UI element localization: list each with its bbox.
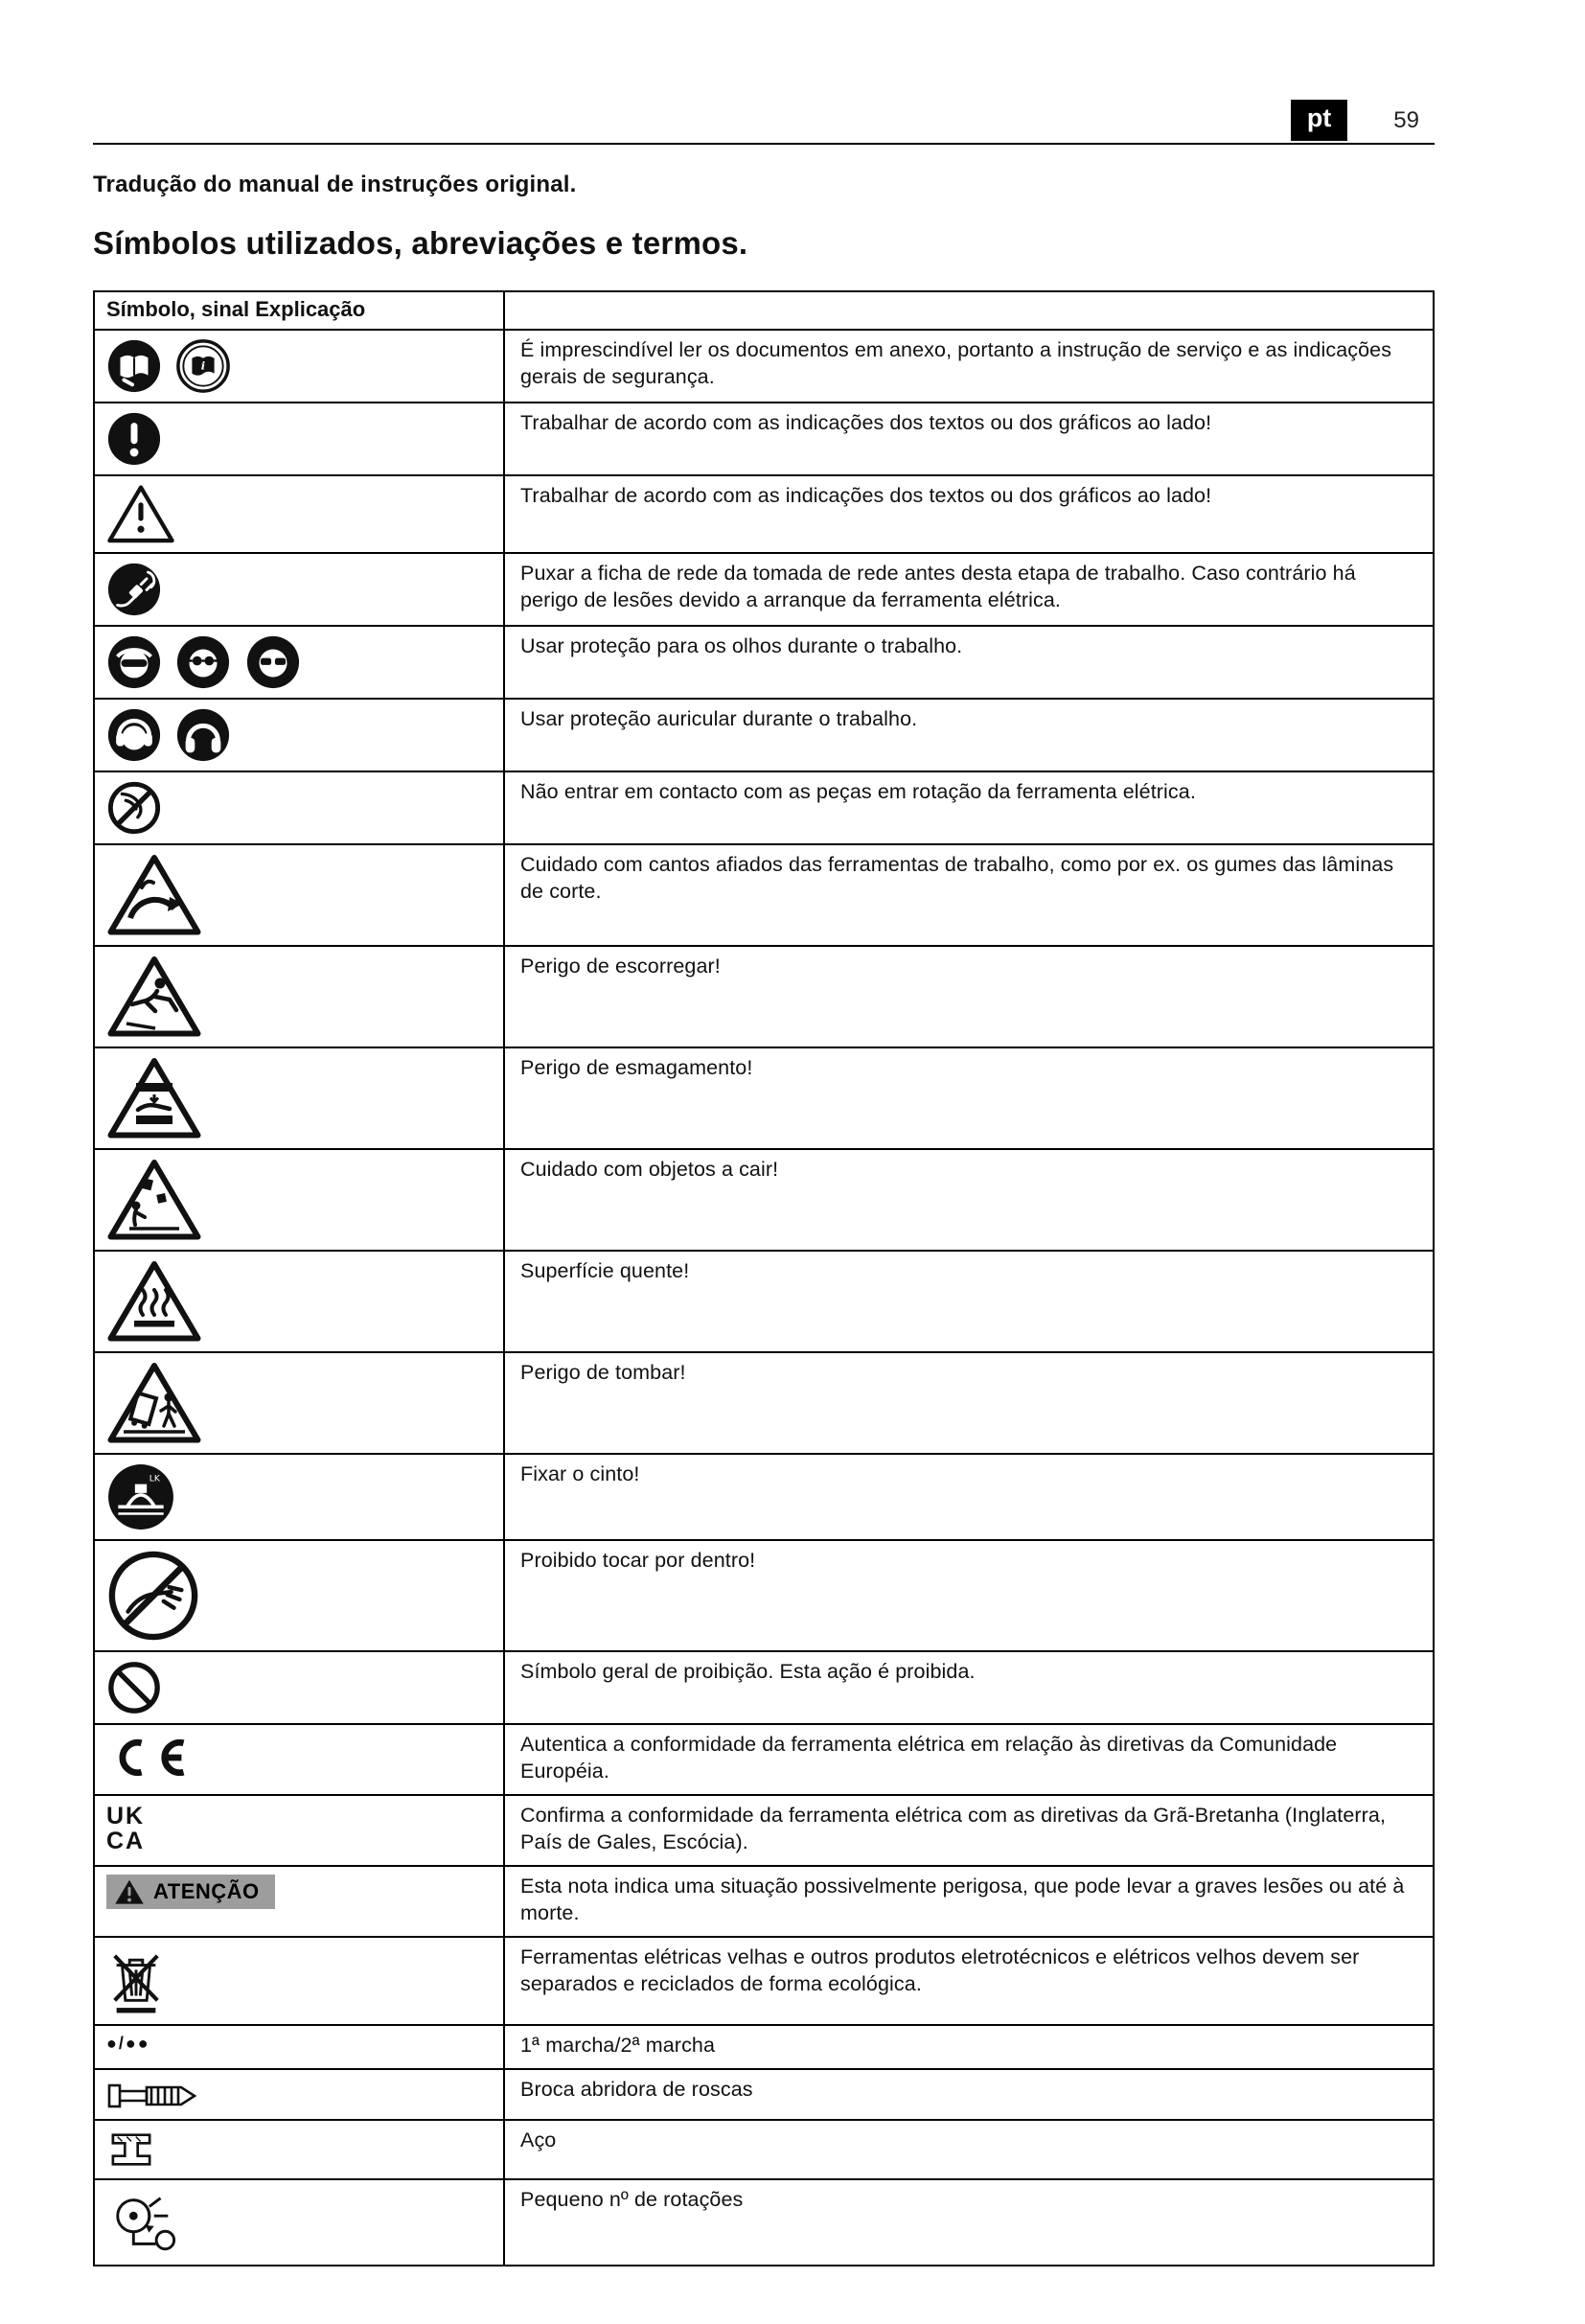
symbol-explanation: Cuidado com cantos afiados das ferramentas de trabalho, como por ex. os gumes das lâminas de corte. [504,844,1434,946]
symbol-explanation: Superfície quente! [504,1251,1434,1352]
symbol-explanation: Esta nota indica uma situação possivelmente perigosa, que pode levar a graves lesões ou até à morte. [504,1866,1434,1937]
face-shield-icon [106,634,162,690]
attention-badge [106,1875,275,1909]
symbol-row [94,1149,1434,1251]
fix-belt-icon [106,1462,175,1531]
symbol-explanation: Perigo de tombar! [504,1352,1434,1454]
symbol-explanation: Usar proteção auricular durante o trabalho. [504,699,1434,771]
ukca-mark [106,1804,492,1854]
svg-text:i: i [201,358,206,373]
sharp-edge-triangle-cell [94,844,504,946]
sharp-edge-warning-icon [106,853,202,937]
symbol-explanation: Proibido tocar por dentro! [504,1540,1434,1651]
no-reach-inside-icon [106,1549,200,1643]
symbol-row [94,1795,1434,1866]
symbol-row [94,330,1434,403]
symbol-row [94,403,1434,475]
hot-surface-triangle-cell [94,1251,504,1352]
symbol-row [94,1454,1434,1540]
symbol-row [94,1937,1434,2025]
steel-cell [94,2120,504,2179]
symbol-explanation: Autentica a conformidade da ferramenta elétrica em relação às diretivas da Comunidade Européia. [504,1724,1434,1795]
symbol-explanation: Perigo de esmagamento! [504,1047,1434,1149]
symbol-explanation: Símbolo geral de proibição. Esta ação é proibida. [504,1651,1434,1724]
unplug-cell [94,553,504,626]
symbol-explanation: Trabalhar de acordo com as indicações dos textos ou dos gráficos ao lado! [504,403,1434,475]
symbol-row [94,1047,1434,1149]
symbol-explanation: Broca abridora de roscas [504,2069,1434,2120]
symbol-explanation: É imprescindível ler os documentos em anexo, portanto a instrução de serviço e as indicações gerais de segurança. [504,330,1434,403]
table-header-row [94,291,1434,330]
falling-objects-icon [106,1158,202,1242]
symbol-explanation: Trabalhar de acordo com as indicações dos textos ou dos gráficos ao lado! [504,475,1434,553]
language-badge: pt [1291,100,1347,141]
table-header-label: Símbolo, sinal Explicação [94,291,504,330]
earmuffs-icon [106,707,162,763]
symbols-table [93,290,1435,2266]
attention-triangle-icon [114,1878,145,1905]
unplug-icon [106,562,162,617]
thread-tap-icon [106,2081,202,2111]
info-circle-cell [94,403,504,475]
tip-over-hazard-icon [106,1361,202,1445]
page-header [93,100,1435,141]
steel-profile-icon [106,2128,156,2171]
ukca-line-ca: CA [106,1828,146,1855]
falling-objects-triangle-cell [94,1149,504,1251]
header-rule [93,143,1435,145]
ce-mark-cell [94,1724,504,1795]
symbol-explanation: Fixar o cinto! [504,1454,1434,1540]
symbol-explanation: Pequeno nº de rotações [504,2179,1434,2266]
ear-protection-icon [175,707,231,763]
no-reach-inside-cell [94,1540,504,1651]
symbol-row [94,844,1434,946]
symbol-row [94,2025,1434,2069]
crush-hazard-icon [106,1056,202,1140]
thread-tap-cell [94,2069,504,2120]
prohibition-cell [94,1651,504,1724]
no-touch-rotating-icon [106,780,162,836]
symbol-explanation: Perigo de escorregar! [504,946,1434,1047]
tip-over-triangle-cell [94,1352,504,1454]
eye-protection-cell [94,626,504,699]
attention-badge-cell [94,1866,504,1937]
fix-belt-cell [94,1454,504,1540]
weee-bin-icon [106,1945,166,2016]
symbol-row [94,475,1434,553]
symbol-row [94,1651,1434,1724]
symbol-row [94,2120,1434,2179]
weee-bin-cell [94,1937,504,2025]
gear-dots-cell [94,2025,504,2069]
symbol-explanation: Puxar a ficha de rede da tomada de rede antes desta etapa de trabalho. Caso contrário há perigo de lesões devido a arranque da ferramenta elétrica. [504,553,1434,626]
gear-speed-glyph: ●/●● [106,2033,150,2053]
symbol-row [94,946,1434,1047]
symbol-row [94,2179,1434,2266]
document-subtitle: Tradução do manual de instruções original. [93,172,577,197]
symbol-explanation: Ferramentas elétricas velhas e outros produtos eletrotécnicos e elétricos velhos devem ser separados e reciclados de forma ecológica. [504,1937,1434,2025]
read-documents-cell [94,330,504,403]
symbol-row [94,1251,1434,1352]
mandatory-note-icon [106,411,162,467]
safety-glasses-icon [245,634,301,690]
symbol-row [94,2069,1434,2120]
symbol-explanation: Cuidado com objetos a cair! [504,1149,1434,1251]
goggles-icon [175,634,231,690]
ukca-line-uk: UK [106,1802,146,1829]
symbol-explanation: Não entrar em contacto com as peças em rotação da ferramenta elétrica. [504,771,1434,844]
symbol-row [94,771,1434,844]
ukca-mark-cell [94,1795,504,1866]
symbol-explanation: Confirma a conformidade da ferramenta elétrica com as diretivas da Grã-Bretanha (Inglaterra, País de Gales, Escócia). [504,1795,1434,1866]
crush-hazard-triangle-cell [94,1047,504,1149]
symbol-row [94,1540,1434,1651]
low-speed-icon [106,2188,181,2257]
symbol-row [94,699,1434,771]
slip-hazard-triangle-cell [94,946,504,1047]
attention-label: ATENÇÃO [153,1878,260,1903]
slip-hazard-icon [106,955,202,1039]
page-number: 59 [1393,106,1419,133]
table-header-spacer [504,291,1434,330]
symbol-explanation: 1ª marcha/2ª marcha [504,2025,1434,2069]
symbol-explanation: Usar proteção para os olhos durante o trabalho. [504,626,1434,699]
symbol-row [94,1724,1434,1795]
no-touch-rotating-cell [94,771,504,844]
symbol-explanation: Aço [504,2120,1434,2179]
svg-text:LK: LK [149,1473,161,1484]
symbol-row [94,1866,1434,1937]
symbol-row [94,626,1434,699]
warning-triangle-cell [94,475,504,553]
ce-mark [106,1737,195,1779]
prohibition-icon [106,1660,162,1715]
hot-surface-icon [106,1259,202,1344]
symbol-row [94,1352,1434,1454]
low-rpm-cell [94,2179,504,2266]
ear-protection-cell [94,699,504,771]
manual-info-icon [175,338,231,394]
symbol-row [94,553,1434,626]
warning-triangle-icon [106,484,175,544]
read-manual-icon [106,338,162,394]
symbols-table-body [94,330,1434,2266]
page-title: Símbolos utilizados, abreviações e termos. [93,225,748,261]
